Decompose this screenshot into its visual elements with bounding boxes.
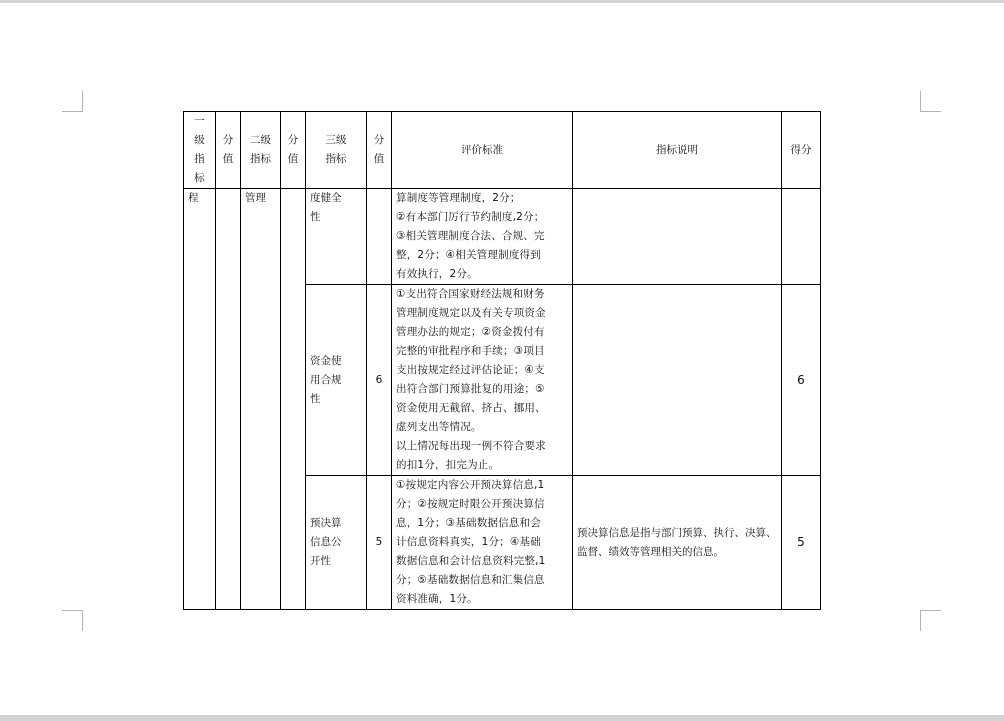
criteria-line: 以上情况每出现一例不符合要求 bbox=[396, 440, 546, 452]
criteria-line: 数据信息和会计信息资料完整,1 bbox=[396, 555, 546, 567]
header-level2: 二级指标 bbox=[241, 112, 281, 189]
criteria-line: 分；②按规定时限公开预决算信 bbox=[396, 498, 545, 510]
cell-result bbox=[782, 189, 821, 285]
criteria-line: ②有本部门厉行节约制度,2分； bbox=[396, 211, 545, 223]
cell-level3: 资金使用合规性 bbox=[306, 285, 367, 476]
header-score1: 分值 bbox=[216, 112, 241, 189]
cell-criteria bbox=[392, 189, 573, 285]
header-level1: 一级指标 bbox=[184, 112, 216, 189]
criteria-line: 的扣1分，扣完为止。 bbox=[396, 459, 500, 471]
cell-result: 6 bbox=[782, 285, 821, 476]
evaluation-table bbox=[183, 111, 821, 610]
cell-level1: 程 bbox=[184, 189, 216, 610]
cell-score3 bbox=[367, 189, 392, 285]
cell-description bbox=[573, 285, 782, 476]
cell-level3: 预决算信息公开性 bbox=[306, 476, 367, 610]
header-score3: 分值 bbox=[367, 112, 392, 189]
criteria-line: 整，2分；④相关管理制度得到 bbox=[396, 249, 541, 261]
header-criteria: 评价标准 bbox=[392, 112, 573, 189]
page-corner-mark-top-left bbox=[62, 91, 83, 112]
criteria-line: 资料准确，1分。 bbox=[396, 593, 478, 605]
cell-level2: 管理 bbox=[241, 189, 281, 610]
criteria-line: ①按规定内容公开预决算信息,1 bbox=[396, 479, 545, 491]
header-result: 得分 bbox=[782, 112, 821, 189]
criteria-line: 有效执行，2分。 bbox=[396, 268, 478, 280]
cell-score3: 6 bbox=[367, 285, 392, 476]
criteria-line: 管理制度规定以及有关专项资金 bbox=[396, 307, 546, 319]
criteria-line: 资金使用无截留、挤占、挪用、 bbox=[396, 402, 546, 414]
window-top-border bbox=[0, 0, 1004, 3]
header-row bbox=[184, 112, 821, 189]
page-corner-mark-bottom-right bbox=[920, 610, 941, 631]
criteria-line: 算制度等管理制度，2分； bbox=[396, 192, 521, 204]
criteria-line: ③相关管理制度合法、合规、完 bbox=[396, 230, 545, 242]
header-description: 指标说明 bbox=[573, 112, 782, 189]
criteria-line: 虚列支出等情况。 bbox=[396, 421, 482, 433]
cell-description: 预决算信息是指与部门预算、执行、决算、监督、绩效等管理相关的信息。 bbox=[573, 476, 782, 610]
header-level3: 三级指标 bbox=[306, 112, 367, 189]
cell-score2 bbox=[281, 189, 306, 610]
header-score2: 分值 bbox=[281, 112, 306, 189]
cell-score3: 5 bbox=[367, 476, 392, 610]
criteria-line: 息，1分；③基础数据信息和会 bbox=[396, 517, 541, 529]
criteria-line: 分；⑤基础数据信息和汇集信息 bbox=[396, 574, 545, 586]
criteria-line: 管理办法的规定；②资金拨付有 bbox=[396, 326, 545, 338]
cell-result: 5 bbox=[782, 476, 821, 610]
criteria-line: 出符合部门预算批复的用途；⑤ bbox=[396, 383, 545, 395]
cell-score1 bbox=[216, 189, 241, 610]
cell-level3: 度健全性 bbox=[306, 189, 367, 285]
criteria-line: 完整的审批程序和手续；③项目 bbox=[396, 345, 545, 357]
cell-criteria bbox=[392, 476, 573, 610]
window-bottom-border bbox=[0, 715, 1004, 721]
page-corner-mark-top-right bbox=[920, 91, 941, 112]
criteria-line: 支出按规定经过评估论证；④支 bbox=[396, 364, 545, 376]
cell-criteria bbox=[392, 285, 573, 476]
criteria-line: 计信息资料真实，1分；④基础 bbox=[396, 536, 541, 548]
table-row bbox=[184, 189, 821, 285]
page-corner-mark-bottom-left bbox=[62, 610, 83, 631]
cell-description bbox=[573, 189, 782, 285]
criteria-line: ①支出符合国家财经法规和财务 bbox=[396, 288, 545, 300]
